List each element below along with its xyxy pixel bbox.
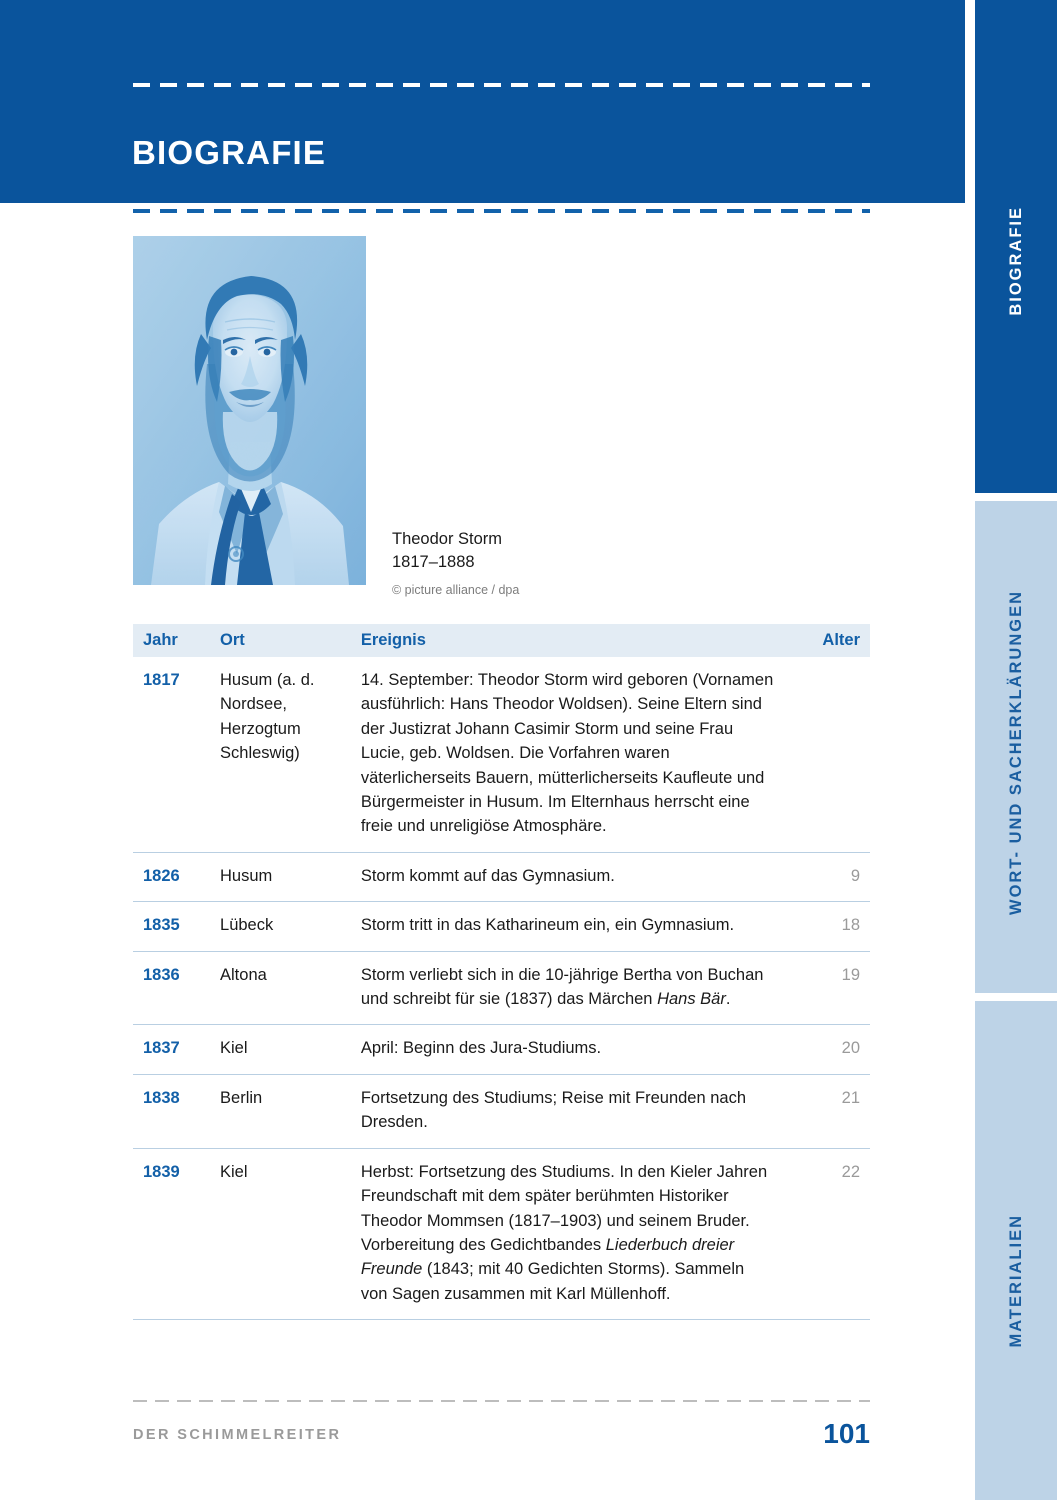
cell-ort: Altona xyxy=(220,951,361,1025)
table-bottom-border xyxy=(794,1320,870,1321)
ereignis-title-italic: Liederbuch dreier Freunde xyxy=(360,1235,735,1279)
cell-ereignis: Fortsetzung des Studiums; Reise mit Freunden nach Dresden. xyxy=(361,1074,794,1148)
cell-alter: 18 xyxy=(794,902,870,951)
cell-ort: Husum (a. d. Nordsee, Herzogtum Schleswig) xyxy=(220,671,315,763)
cell-ereignis xyxy=(361,951,794,1025)
cell-ort: Lübeck xyxy=(220,902,361,951)
cell-ort: Husum xyxy=(220,852,361,901)
cell-jahr: 1826 xyxy=(133,852,220,901)
cell-ort: Berlin xyxy=(220,1074,361,1148)
cell-alter: 20 xyxy=(794,1025,870,1074)
table-row xyxy=(133,951,870,1025)
cell-ereignis xyxy=(361,1148,794,1319)
table-row xyxy=(133,852,870,901)
cell-jahr: 1835 xyxy=(133,902,220,951)
caption-years: 1817–1888 xyxy=(392,552,475,571)
cell-ereignis: Storm kommt auf das Gymnasium. xyxy=(361,852,794,901)
header-dashed-rule-bottom xyxy=(133,209,870,213)
cell-alter: 9 xyxy=(794,852,870,901)
ereignis-title-italic: Hans Bär xyxy=(657,990,726,1009)
cell-ort: Kiel xyxy=(220,1148,361,1319)
cell-jahr: 1838 xyxy=(133,1074,220,1148)
footer-page-number: 101 xyxy=(823,1418,870,1449)
sidebar-tab-label-wort-und-sacherklaerungen: WORT- UND SACHERKLÄRUNGEN xyxy=(1006,589,1025,915)
table-bottom-border xyxy=(220,1320,361,1321)
sidebar-tab-materialien[interactable] xyxy=(975,1001,1057,1500)
cell-ort: Kiel xyxy=(220,1025,361,1074)
table-bottom-border-row xyxy=(133,1320,870,1321)
sidebar-tab-wort-und-sacherklaerungen[interactable] xyxy=(975,501,1057,993)
ereignis-text-post: (1843; mit 40 Gedichten Storms). Sammeln von Sagen zusammen mit Karl Müllenhoff. xyxy=(360,1260,745,1303)
table-body xyxy=(133,657,870,1320)
page-title: BIOGRAFIE xyxy=(132,134,327,171)
column-header-ort: Ort xyxy=(220,624,361,657)
table-row xyxy=(133,657,870,852)
page-header-band xyxy=(0,0,965,203)
cell-jahr: 1836 xyxy=(133,951,220,1025)
cell-ereignis: 14. September: Theodor Storm wird geboren (Vornamen ausführlich: Hans Theodor Woldsen). Seine Eltern sind der Justizrat Johann Casimir Storm und seine Frau Lucie, geb. Woldsen. Die Vorfahren waren väterlicherseits Bauern, mütterlicherseits Kaufleute und Bürgermeister in Husum. Im Elternhaus herrscht eine freie und unreligiöse Atmosphäre. xyxy=(360,671,774,836)
column-header-ereignis: Ereignis xyxy=(361,624,794,657)
cell-jahr: 1817 xyxy=(143,671,180,689)
sidebar-tab-biografie[interactable] xyxy=(975,0,1057,493)
footer-book-title: DER SCHIMMELREITER xyxy=(133,1427,342,1443)
sidebar-tab-label-materialien: MATERIALIEN xyxy=(1006,1213,1025,1348)
table-row xyxy=(133,1148,870,1319)
caption-credit: © picture alliance / dpa xyxy=(392,582,520,597)
table-header xyxy=(133,624,870,657)
biography-table xyxy=(133,624,870,1320)
column-header-jahr: Jahr xyxy=(133,624,220,657)
footer-dashed-rule xyxy=(133,1400,870,1402)
cell-alter: 21 xyxy=(794,1074,870,1148)
theodor-storm-portrait xyxy=(133,236,366,585)
cell-jahr: 1837 xyxy=(133,1025,220,1074)
column-header-alter: Alter xyxy=(794,624,870,657)
section-tab-sidebar xyxy=(975,0,1057,1500)
cell-alter: 19 xyxy=(794,951,870,1025)
cell-ereignis: Storm tritt in das Katharineum ein, ein Gymnasium. xyxy=(361,902,794,951)
ereignis-text-pre: Storm verliebt sich in die 10-jährige Bertha von Buchan und schreibt für sie (1837) das Märchen xyxy=(360,965,764,1009)
sidebar-tab-label-biografie: BIOGRAFIE xyxy=(1006,205,1025,316)
table-header-row xyxy=(133,624,870,657)
table-bottom-border xyxy=(133,1320,220,1321)
cell-jahr: 1839 xyxy=(133,1148,220,1319)
ereignis-text-pre: Herbst: Fortsetzung des Studiums. In den Kieler Jahren Freundschaft mit dem später berühmten Historiker Theodor Mommsen (1817–1903) und seinem Bruder. Vorbereitung des Gedichtbandes xyxy=(360,1162,768,1254)
cell-alter: 22 xyxy=(794,1148,870,1319)
cell-ereignis: April: Beginn des Jura-Studiums. xyxy=(361,1025,794,1074)
portrait-caption xyxy=(392,528,722,598)
table-row xyxy=(133,1074,870,1148)
header-dashed-rule-top xyxy=(133,83,870,87)
table-row xyxy=(133,1025,870,1074)
table-row xyxy=(133,902,870,951)
caption-name: Theodor Storm xyxy=(392,530,503,548)
ereignis-text-post: . xyxy=(725,990,731,1009)
table-footer-rule xyxy=(133,1320,870,1321)
cell-alter xyxy=(794,657,870,852)
table-bottom-border xyxy=(361,1320,794,1321)
